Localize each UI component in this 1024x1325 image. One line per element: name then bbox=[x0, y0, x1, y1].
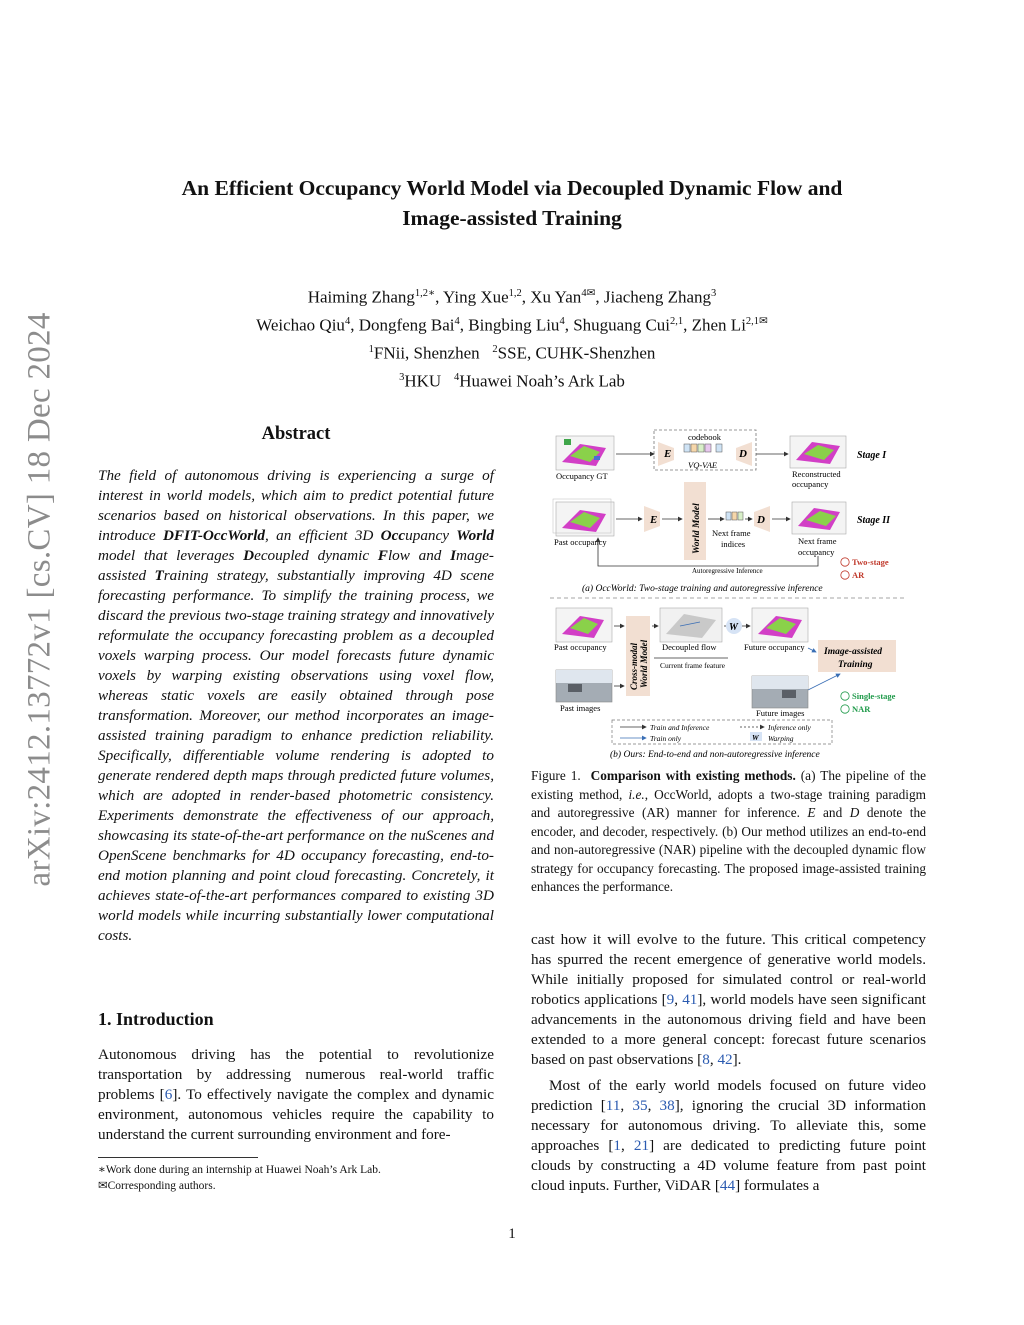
label-single-stage: Single-stage bbox=[852, 691, 896, 701]
abstract-text: model that leverages bbox=[98, 547, 244, 564]
footnote-1: ∗Work done during an internship at Huawei Noah’s Ark Lab. bbox=[98, 1164, 381, 1176]
author-sup: 4 bbox=[454, 316, 460, 328]
label-D2: D bbox=[757, 514, 765, 526]
author-sup: 4 bbox=[344, 316, 351, 328]
affiliation-line-2 bbox=[100, 366, 924, 394]
model-name: DFIT-OccWorld bbox=[162, 527, 266, 544]
author-sup: 1,2∗ bbox=[414, 288, 436, 299]
title-line-2: Image-assisted Training bbox=[402, 206, 622, 230]
author-block bbox=[100, 282, 924, 395]
label-nar: NAR bbox=[852, 704, 871, 714]
caption-text: , OccWorld, adopts a two-stage training paradigm and autoregressive (AR) manner for inference. bbox=[531, 786, 926, 820]
body-text: , bbox=[647, 1097, 660, 1114]
label-next-frame: Next frame bbox=[712, 528, 751, 538]
label-cross-modal: Cross-modal bbox=[629, 642, 639, 690]
happy-face-icon bbox=[841, 692, 849, 700]
author-name: Bingbing Liu bbox=[468, 315, 560, 335]
caption-bold: Comparison with existing methods. bbox=[590, 768, 796, 783]
author-sup: 4✉ bbox=[581, 288, 596, 299]
page-number: 1 bbox=[508, 1226, 516, 1242]
abstract-text: mage-assisted bbox=[98, 547, 494, 584]
label-D: D bbox=[739, 448, 747, 460]
citation-link[interactable]: 9 bbox=[666, 991, 675, 1008]
abstract-text: The field of autonomous driving is experiencing a surge of interest in world models, which aim to predict potential future scenarios based on historical observations. In this paper, we introduce bbox=[98, 467, 494, 544]
citation-link[interactable]: 44 bbox=[719, 1177, 736, 1194]
label-world-model-b: World Model bbox=[639, 639, 649, 688]
body-text: ] are dedicated to predicting future point clouds by constructing a 4D volume feature from past point cloud inputs. Further, ViDAR [ bbox=[531, 1137, 927, 1194]
body-text: , bbox=[709, 1051, 718, 1068]
legend-warping: Warping bbox=[768, 734, 794, 743]
abstract-heading: Abstract bbox=[261, 424, 331, 444]
caption-text: and bbox=[815, 805, 850, 820]
caption-D: D bbox=[849, 805, 860, 820]
label-past-occupancy: Past occupancy bbox=[554, 537, 607, 547]
sad-face-icon bbox=[841, 558, 849, 566]
intro-text: Autonomous driving has the potential to revolutionize transportation by addressing numerous real-world traffic problems [ bbox=[98, 1046, 494, 1103]
body-text: , bbox=[674, 991, 683, 1008]
occ-thumb-next bbox=[792, 502, 846, 534]
abstract-text: ecoupled dynamic bbox=[254, 547, 378, 564]
label-occupancy-2: occupancy bbox=[798, 547, 835, 557]
abstract-body bbox=[98, 466, 494, 946]
label-training: Training bbox=[838, 660, 873, 670]
codebook-cells bbox=[684, 444, 722, 452]
figure-caption bbox=[531, 767, 926, 897]
index-cells bbox=[726, 512, 743, 520]
author-line-1: Haiming Zhang$^{1,2∗}$, Ying Xue$^{1,2}$, Xu Yan$^{4✉}$, Jiacheng Zhang$^3$ bbox=[307, 287, 717, 307]
affiliation: Huawei Noah’s Ark Lab bbox=[459, 372, 625, 392]
label-W: W bbox=[729, 622, 738, 633]
author-name: Weichao Qiu bbox=[256, 315, 345, 335]
caption-label: Figure 1. bbox=[531, 768, 581, 783]
caption-a: (a) OccWorld: Two-stage training and autoregressive inference bbox=[582, 584, 823, 594]
right-column-body bbox=[531, 930, 926, 1196]
label-reconstructed: Reconstructed bbox=[792, 469, 841, 479]
occ-thumb-past bbox=[553, 499, 614, 536]
affil-sup: 4 bbox=[453, 372, 460, 384]
label-past-occupancy-b: Past occupancy bbox=[554, 642, 607, 652]
bold-letters: F bbox=[377, 547, 388, 564]
body-text: , bbox=[621, 1137, 634, 1154]
legend-W: W bbox=[752, 733, 759, 742]
label-E2: E bbox=[650, 514, 658, 526]
future-images-thumb bbox=[752, 676, 808, 708]
citation-link[interactable]: 35 bbox=[632, 1097, 648, 1114]
body-text: Most of the early world models focused on future video prediction [ bbox=[531, 1077, 926, 1114]
abstract-text: , an efficient 3D bbox=[265, 527, 381, 544]
label-two-stage: Two-stage bbox=[852, 557, 889, 567]
label-indices: indices bbox=[721, 539, 746, 549]
label-occupancy: occupancy bbox=[792, 479, 829, 489]
abstract-text: low and bbox=[387, 547, 451, 564]
title-line-1: An Efficient Occupancy World Model via Decoupled Dynamic Flow and bbox=[181, 176, 843, 200]
citation-link[interactable]: 11 bbox=[605, 1097, 621, 1114]
figure-1 bbox=[550, 426, 910, 766]
caption-text: denote the encoder, and decoder, respectively. (b) Our method utilizes an end-to-end and non-autoregressive (NAR) pipeline with the decoupled dynamic flow strategy for occupancy forecasting. The proposed image-assisted training enhances the performance. bbox=[531, 805, 926, 894]
affiliation-line-1 bbox=[100, 338, 924, 366]
label-image-assisted: Image-assisted bbox=[824, 647, 883, 657]
affil-sup: 2 bbox=[492, 344, 498, 356]
label-autoregressive-inference: Autoregressive Inference bbox=[692, 567, 763, 575]
affiliation: HKU bbox=[404, 372, 442, 392]
bold-letters: T bbox=[154, 567, 164, 584]
intro-text: ]. To effectively navigate the complex and dynamic environment, autonomous vehicles require the capability to understand the current surrounding environment and fore- bbox=[98, 1086, 494, 1143]
body-text: ] formulates a bbox=[735, 1177, 820, 1194]
legend-inference-only: Inference only bbox=[768, 723, 811, 732]
body-text: ]. bbox=[732, 1051, 742, 1068]
affiliation: SSE, CUHK-Shenzhen bbox=[497, 343, 656, 363]
label-stage-1: Stage I bbox=[857, 450, 887, 461]
past-images-thumb bbox=[556, 670, 612, 702]
label-stage-2: Stage II bbox=[857, 515, 891, 526]
sad-face-icon bbox=[841, 571, 849, 579]
caption-ie: i.e. bbox=[628, 786, 645, 802]
label-past-images: Past images bbox=[560, 703, 601, 713]
abstract-text: upancy bbox=[405, 527, 457, 544]
author-sup: 1,2 bbox=[508, 288, 522, 299]
footnotes bbox=[98, 1162, 494, 1194]
citation-link[interactable]: 1 bbox=[613, 1137, 622, 1154]
happy-face-icon bbox=[841, 705, 849, 713]
author-name: Jiacheng Zhang bbox=[603, 287, 712, 307]
autoregressive-loop-arrow bbox=[598, 538, 818, 566]
body-text: , bbox=[620, 1097, 633, 1114]
abstract-text: raining strategy, substantially improving 4D scene forecasting performance. To simplify the training process, we discard the previous two-stage training strategy and innovatively reformulate the occupancy forecasting problem as a decoupled voxels warping process. Our model forecasts future dynamic voxels by warping existing observations using voxel flow, whereas static voxels are easily obtained through pose transformation. Moreover, our method incorporates an image-assisted training paradigm to enhance prediction reliability. Specifically, differentiable volume rendering is adopted to generate rendered depth maps through predicted future volumes, which are adopted in render-based photometric consistency. Experiments demonstrate the effectiveness of our approach, showcasing its state-of-the-art performance on the nuScenes and OpenScene benchmarks for 4D occupancy forecasting, end-to-end motion planning and point cloud forecasting. Concretely, it achieves state-of-the-art performances compared to existing 3D world models while incurring substantially lower computational costs. bbox=[98, 567, 494, 944]
bold-letters: World bbox=[456, 527, 494, 544]
decoupled-flow-thumb bbox=[660, 608, 722, 642]
author-name: Xu Yan bbox=[530, 287, 582, 307]
legend-train-only: Train only bbox=[650, 734, 682, 743]
intro-body bbox=[98, 1045, 494, 1145]
label-occupancy-gt: Occupancy GT bbox=[556, 471, 608, 481]
author-line-2: Weichao Qiu$^4$, Dongfeng Bai$^4$, Bingbing Liu$^4$, Shuguang Cui$^{2,1}$, Zhen $Li^{2,1✉}$ bbox=[256, 315, 768, 335]
author-name: Haiming Zhang bbox=[307, 287, 415, 307]
label-next-frame-occ: Next frame bbox=[798, 536, 837, 546]
label-future-images: Future images bbox=[756, 708, 805, 718]
affiliation: FNii, Shenzhen bbox=[373, 343, 480, 363]
body-text: ], world models have seen significant advancements in the autonomous driving field and have been extended to a more general concept: forecast future scenarios based on past observations [ bbox=[531, 991, 926, 1068]
label-current-frame-feature: Current frame feature bbox=[660, 661, 725, 670]
author-sup: 4 bbox=[559, 316, 565, 328]
caption-text: (a) The pipeline of the existing method, bbox=[531, 768, 926, 802]
caption-E: E bbox=[807, 805, 816, 820]
author-name: Dongfeng Bai bbox=[358, 315, 455, 335]
author-sup: 2,1 bbox=[670, 316, 684, 328]
citation-link[interactable]: 41 bbox=[682, 991, 698, 1008]
right-paragraph-1 bbox=[531, 930, 926, 1070]
label-vqvae: VQ-VAE bbox=[688, 460, 718, 470]
paper-title bbox=[100, 173, 924, 233]
occ-thumb-future bbox=[752, 608, 808, 642]
author-name: Zhen Li bbox=[691, 315, 746, 335]
occ-thumb-gt bbox=[556, 436, 614, 470]
body-text: cast how it will evolve to the future. This critical competency has spurred the recent emergence of generative world models. While initially proposed for simulated control or real-world robotics applications [ bbox=[531, 931, 926, 1008]
affil-sup: 3 bbox=[399, 372, 405, 384]
bold-letters: D bbox=[243, 547, 255, 564]
occ-thumb-recon bbox=[790, 436, 846, 468]
bold-letters: I bbox=[450, 547, 457, 564]
body-text: ], ignoring the crucial 3D information necessary for autonomous driving. To alleviate this, some approaches [ bbox=[531, 1097, 927, 1154]
citation-link[interactable]: 38 bbox=[659, 1097, 675, 1114]
bold-letters: Occ bbox=[380, 527, 406, 544]
intro-heading: 1. Introduction bbox=[98, 1009, 214, 1029]
citation-link[interactable]: 21 bbox=[633, 1137, 650, 1154]
label-decoupled-flow: Decoupled flow bbox=[662, 642, 717, 652]
citation-link[interactable]: 42 bbox=[717, 1051, 733, 1068]
author-name: Ying Xue bbox=[443, 287, 509, 307]
affil-sup: 1 bbox=[368, 344, 374, 356]
occ-thumb-past-b bbox=[556, 608, 612, 642]
label-future-occupancy: Future occupancy bbox=[744, 642, 805, 652]
legend-train-inference: Train and Inference bbox=[650, 723, 710, 732]
caption-b: (b) Ours: End-to-end and non-autoregressive inference bbox=[610, 750, 820, 760]
label-ar: AR bbox=[852, 570, 865, 580]
footnote-rule bbox=[98, 1157, 258, 1158]
citation-link[interactable]: 6 bbox=[164, 1086, 173, 1103]
footnote-2: ✉Corresponding authors. bbox=[98, 1180, 216, 1192]
arxiv-stamp: arXiv:2412.13772v1 [cs.CV] 18 Dec 2024 bbox=[21, 312, 58, 887]
right-paragraph-2 bbox=[531, 1076, 926, 1196]
author-name: Shuguang Cui bbox=[573, 315, 670, 335]
label-E: E bbox=[664, 448, 672, 460]
citation-link[interactable]: 8 bbox=[702, 1051, 710, 1068]
label-codebook: codebook bbox=[688, 432, 722, 442]
label-world-model: World Model bbox=[692, 503, 702, 554]
author-sup: 3 bbox=[711, 288, 717, 299]
author-sup: 2,1✉ bbox=[745, 316, 768, 328]
